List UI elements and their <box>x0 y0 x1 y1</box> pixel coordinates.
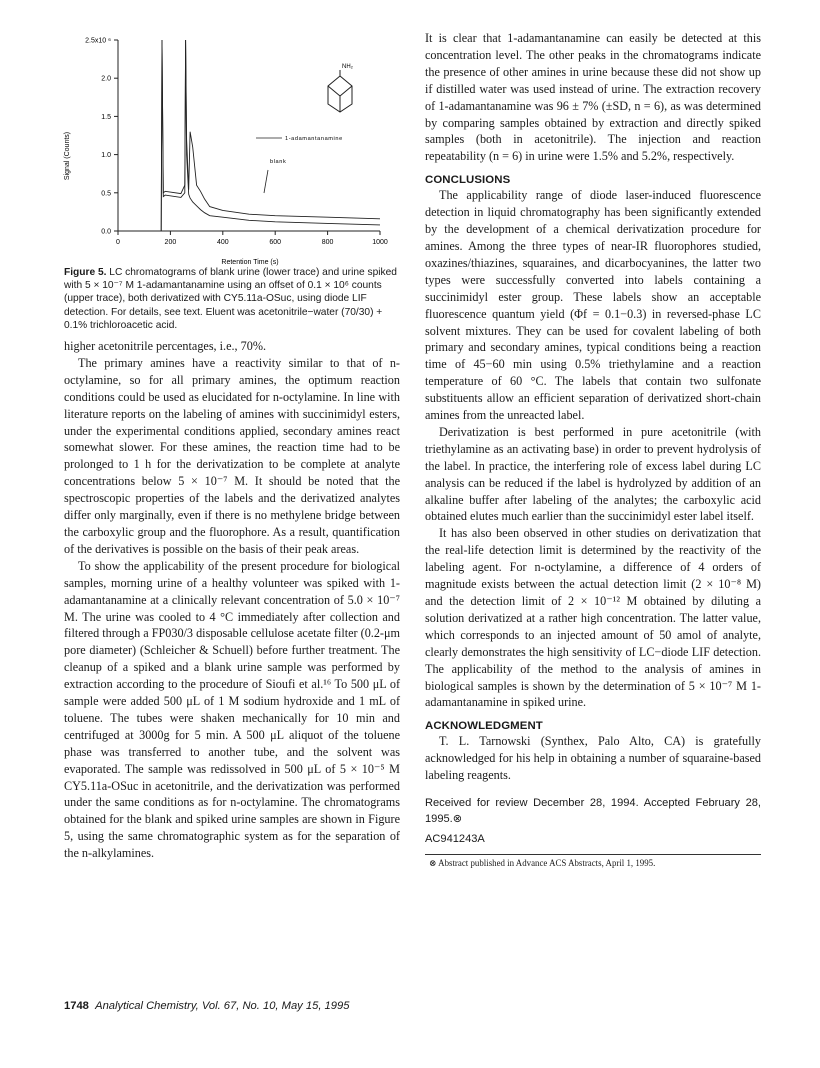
y-tick-label: 1.0 <box>101 152 111 160</box>
y-tick-label: 1.5 <box>101 113 111 121</box>
analyte-annotation: 1-adamantanamine <box>285 136 343 142</box>
acknowledgment-heading: ACKNOWLEDGMENT <box>425 720 543 733</box>
footnote-divider <box>425 854 761 855</box>
x-tick-label: 600 <box>269 239 282 246</box>
paragraph: To show the applicability of the present procedure for biological samples, morning urine of a healthy volunteer was spiked with 1-adamantanamine at a clinically relevant concentration of 5.0 × 10⁻⁷ M. The urine was cooled to 4 °C immediately after collection and filtered through a FP030/3 disposable cellulose acetate filter (0.2-μm pore diameter) (Schleicher & Schuell) before further treatment. The cleanup of a spiked and a blank urine sample was performed by extraction according to the procedure of Sioufi et al.¹⁶ To 500 μL of sample were added 500 μL of 1 M sodium hydroxide and 1 mL of toluene. The tubes were shaken mechanically for 10 min and centrifuged at 3000g for 5 min. A 500 μL aliquot of the toluene phase was transferred to another tube, and the solvent was evaporated. The sample was redissolved in 500 μL of 5 × 10⁻⁵ M CY5.11a-OSuc in acetonitrile, and the derivatization was performed under the same conditions as for n-octylamine. The chromatograms obtained for the blank and spiked urine samples are shown in Figure 5, using the same chromatographic system as for the separation of the n-alkylamines. <box>64 558 400 861</box>
blank-leader-line <box>264 170 268 193</box>
adamantanamine-structure-icon <box>328 70 352 112</box>
page-footer <box>64 1000 349 1012</box>
paragraph: It has also been observed in other studies on derivatization that the real-life detection limit is determined by the reactivity of the labeling agent. For n-octylamine, a difference of 4 orders of magnitude exists between the actual detection limit (2 × 10⁻⁸ M) and the detection limit of 2 × 10⁻¹² M obtained by diluting a solution derivatized at a rather high concentration. The latter value, which corresponds to an injected amount of 50 amol of analyte, clearly demonstrates the high sensitivity of LC−diode LIF detection. The applicability of the method to the analysis of amines in biological samples is shown by the determination of 5 × 10⁻⁷ M 1-adamantanamine in spiked urine. <box>425 526 761 710</box>
paragraph: The primary amines have a reactivity similar to that of n-octylamine, so for all primary amines, the optimum reaction conditions could be used as elucidated for n-octylamine. In line with literature reports on the labeling of amines with succinimidyl esters, under the experimental conditions applied, secondary amines react somewhat slower. For these amines, the reaction time had to be prolonged to 1 h for the derivatization to be complete at analyte concentrations below 5 × 10⁻⁷ M. It should be noted that the spectroscopic properties of the labels and the derivatized analytes differ only marginally, even if there is no methylene bridge between the carboxylic group and the fluorophore. As a result, quantification of the derivatives is possible on the basis of their peak areas. <box>64 355 400 556</box>
y-tick-label: 0.5 <box>101 190 111 198</box>
acknowledgment-text: T. L. Tarnowski (Synthex, Palo Alto, CA) is gratefully acknowledged for his help in obtaining a number of squaraine-based labeling reagents. <box>425 734 761 783</box>
paragraph: Derivatization is best performed in pure acetonitrile (with triethylamine as an activating base) in order to prevent hydrolysis of the label. In practice, the interfering role of excess label during LC analysis can be reduced if the label is hydrolyzed by addition of an alkaline buffer after labeling of the analytes; the carboxylic acid obtained elutes much earlier than the succinimidyl ester label itself. <box>425 424 761 524</box>
journal-citation: Analytical Chemistry, Vol. 67, No. 10, May 15, 1995 <box>95 1000 350 1012</box>
nh2-label: NH₂ <box>342 64 353 70</box>
y-tick-label: 2.0 <box>101 75 111 83</box>
left-column <box>64 338 400 862</box>
paragraph: It is clear that 1-adamantanamine can easily be detected at this concentration level. The other peaks in the chromatograms indicate the presence of other amines in urine because these did not show up if distilled water was used instead of urine. The extraction recovery of 1-adamantanamine was 96 ± 7% (±SD, n = 6), as was determined by comparing samples obtained by extraction and directly spiked samples (both in acetonitrile). The injection and reaction repeatability (n = 6) in urine were 1.5% and 5.2%, respectively. <box>425 31 761 164</box>
blank-annotation: blank <box>270 159 287 165</box>
right-column <box>425 30 761 869</box>
x-tick-label: 400 <box>216 239 229 246</box>
y-ticks <box>85 38 118 236</box>
x-ticks <box>116 231 388 246</box>
page-number: 1748 <box>64 1000 89 1012</box>
paragraph: higher acetonitrile percentages, i.e., 70%. <box>64 339 267 353</box>
x-tick-label: 800 <box>321 239 334 246</box>
paragraph: The applicability range of diode laser-induced fluorescence detection in liquid chromatography has been significantly extended by the development of a chemical derivatization procedure for amines. Among the three types of near-IR fluorophores studied, oxazines/thiazines, squaraines, and dicarbocyanines, the latter two types were successfully converted into labels containing a succinimidyl ester group. These labels show an acceptable fluorescence quantum yield (Φf = 0.1−0.3) in reversed-phase LC solvent mixtures. They can be used for covalent labeling of both primary and secondary amines, typical conditions being a reaction time of 45−60 min using 0.5% triethylamine and a reaction temperature of 60 °C. The labels that contain two sulfonate substituents allow an efficient separation of derivatized short-chain amines from the unreacted label. <box>425 188 761 423</box>
manuscript-id: AC941243A <box>425 833 485 846</box>
figure-caption-text: LC chromatograms of blank urine (lower trace) and urine spiked with 5 × 10⁻⁷ M 1-adamantanamine using an offset of 0.1 × 10⁶ counts (upper trace), both derivatized with CY5.11a-OSuc, using diode LIF detection. For details, see text. Eluent was acetonitrile−water (70/30) + 0.1% trichloroacetic acid. <box>64 267 397 331</box>
x-axis-label: Retention Time (s) <box>221 259 279 266</box>
x-tick-label: 0 <box>116 239 120 246</box>
received-dates: Received for review December 28, 1994. Accepted February 28, 1995.⊗ <box>425 797 761 825</box>
figure-5-chromatogram <box>56 28 406 268</box>
x-tick-label: 1000 <box>372 239 388 246</box>
y-axis-label: Signal (Counts) <box>64 131 71 181</box>
conclusions-heading: CONCLUSIONS <box>425 174 511 187</box>
x-tick-label: 200 <box>164 239 177 246</box>
footnote: ⊗ Abstract published in Advance ACS Abstracts, April 1, 1995. <box>429 857 656 868</box>
chromatogram-chart <box>56 28 406 268</box>
figure-caption-label: Figure 5. <box>64 267 107 278</box>
y-tick-label: 2.5x10 ⁶ <box>85 37 111 45</box>
figure-caption <box>64 266 400 332</box>
y-tick-label: 0.0 <box>101 228 111 236</box>
